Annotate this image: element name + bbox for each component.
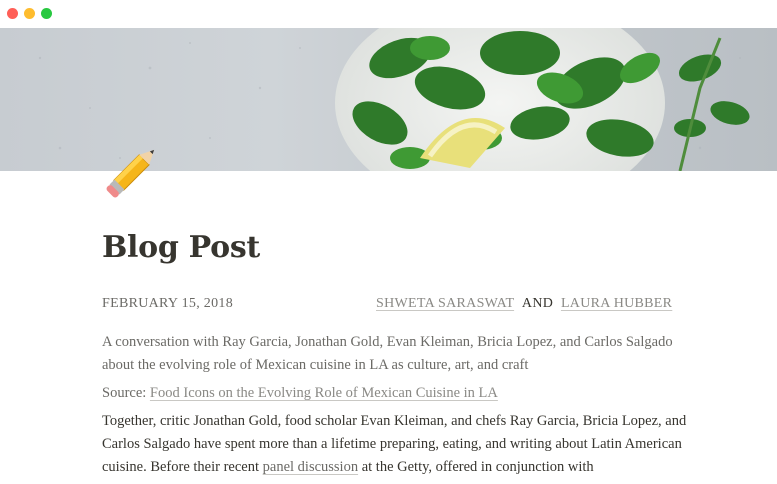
source-line bbox=[102, 382, 702, 405]
pencil-icon[interactable] bbox=[102, 136, 168, 202]
panel-discussion-link[interactable]: panel discussion bbox=[262, 459, 359, 475]
post-date: FEBRUARY 15, 2018 bbox=[102, 296, 233, 311]
post-authors bbox=[376, 296, 672, 312]
source-link[interactable]: Food Icons on the Evolving Role of Mexican Cuisine in LA bbox=[149, 385, 498, 401]
author-link[interactable]: SHWETA SARASWAT bbox=[376, 296, 515, 311]
maximize-window-button[interactable] bbox=[41, 8, 52, 19]
body-text: Together, critic Jonathan Gold, food scholar Evan Kleiman, and chefs Ray Garcia, Bricia Lopez, and Carlos Salgado have spent more than a lifetime preparing, eating, and writing about Latin American cuisine. Before their recent bbox=[102, 413, 687, 475]
authors-conjunction: AND bbox=[521, 296, 554, 311]
source-label: Source: bbox=[102, 385, 147, 401]
close-window-button[interactable] bbox=[7, 8, 18, 19]
post-summary: A conversation with Ray Garcia, Jonathan Gold, Evan Kleiman, Bricia Lopez, and Carlos Salgado about the evolving role of Mexican cuisine in LA as culture, art, and craft bbox=[102, 334, 673, 373]
post-body-paragraph bbox=[102, 410, 702, 479]
page-title[interactable]: Blog Post bbox=[102, 230, 260, 265]
window-titlebar bbox=[0, 0, 777, 28]
author-link[interactable]: LAURA HUBBER bbox=[560, 296, 673, 311]
minimize-window-button[interactable] bbox=[24, 8, 35, 19]
body-text: at the Getty, offered in conjunction with bbox=[361, 459, 594, 475]
